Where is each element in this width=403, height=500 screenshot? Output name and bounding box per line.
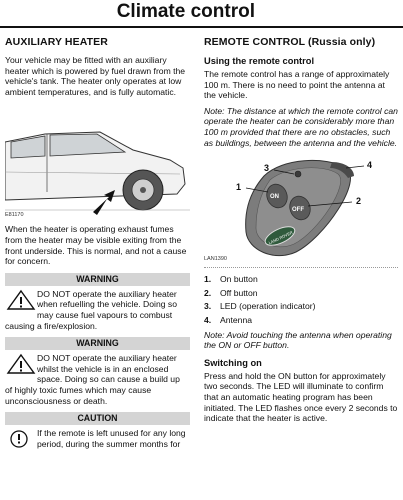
warning-refuelling bbox=[5, 273, 190, 331]
callout-4: 4 bbox=[367, 160, 373, 171]
on-button-label: ON bbox=[270, 194, 279, 201]
warning-text: DO NOT operate the auxiliary heater whilst the vehicle is in an enclosed space. Doing so can cause a build up bbox=[37, 353, 180, 385]
parts-item: 1. On button bbox=[204, 274, 258, 285]
warning-triangle-icon bbox=[5, 289, 37, 311]
vehicle-illustration bbox=[5, 102, 190, 220]
remote-control-heading: REMOTE CONTROL (Russia only) bbox=[204, 36, 376, 48]
divider bbox=[204, 267, 398, 268]
warning-title: WARNING bbox=[5, 337, 190, 350]
left-column bbox=[5, 36, 190, 450]
off-button-label: OFF bbox=[292, 207, 304, 214]
range-text: The remote control has a range of approximately 100 m. There is no need to point the antenna at the vehicle. bbox=[204, 69, 390, 101]
warning-enclosed-space bbox=[5, 337, 190, 406]
warning-triangle-icon bbox=[5, 353, 37, 375]
title-rule bbox=[0, 26, 403, 28]
parts-list bbox=[204, 274, 398, 325]
warning-text-continued: of highly toxic fumes which may cause unconsciousness or death. bbox=[5, 384, 152, 406]
warning-title: WARNING bbox=[5, 273, 190, 286]
caution-circle-icon bbox=[5, 428, 37, 450]
parts-item: 2. Off button bbox=[204, 287, 258, 298]
parts-item: 4. Antenna bbox=[204, 314, 253, 325]
switching-on-text: Press and hold the ON button for approximately two seconds. The LED will illuminate to confirm that an automatic heating program has been initiated. The LED flashes once every 2 seconds to indicate that the heater is active. bbox=[204, 370, 398, 424]
warning-text-continued: causing a fire/explosion. bbox=[5, 320, 98, 331]
callout-3: 3 bbox=[264, 163, 270, 174]
caution-text: If the remote is left unused for any long period, during the summer months for bbox=[37, 428, 186, 449]
brand-logo: LAND ROVER bbox=[267, 229, 294, 246]
parts-item: 3. LED (operation indicator) bbox=[204, 301, 316, 312]
remote-figure bbox=[204, 154, 398, 264]
caution-box bbox=[5, 412, 190, 450]
vehicle-figure-label: E81170 bbox=[5, 211, 24, 218]
remote-figure-label: LAN1390 bbox=[204, 255, 227, 262]
warning-text: DO NOT operate the auxiliary heater when refuelling the vehicle. Doing so may cause fuel vapours to combust bbox=[37, 288, 177, 320]
using-remote-subheading: Using the remote control bbox=[204, 56, 315, 66]
aux-heater-intro: Your vehicle may be fitted with an auxiliary heater which is powered by fuel drawn from the vehicle's tank. The heater only operates at low ambient temperatures, and is fully automatic. bbox=[5, 55, 186, 97]
page-title: Climate control bbox=[116, 1, 255, 22]
caution-title: CAUTION bbox=[5, 412, 190, 425]
callout-1: 1 bbox=[236, 182, 242, 193]
callout-2: 2 bbox=[356, 196, 362, 207]
switching-on-subheading: Switching on bbox=[204, 357, 262, 368]
right-column bbox=[204, 36, 398, 429]
antenna-note: Note: Avoid touching the antenna when operating the ON or OFF button. bbox=[204, 329, 392, 351]
aux-heater-heading: AUXILIARY HEATER bbox=[5, 36, 108, 48]
range-note: Note: The distance at which the remote control can operate the heater can be considerably more than 100 m provided that there are no obstacles, such as buildings, between the antenna and the vehicle. bbox=[204, 105, 398, 148]
vehicle-figure bbox=[5, 102, 190, 220]
exhaust-fumes-text: When the heater is operating exhaust fumes from the heater may be visible exiting from the front underside. This is normal, and not a cause for concern. bbox=[5, 224, 187, 267]
